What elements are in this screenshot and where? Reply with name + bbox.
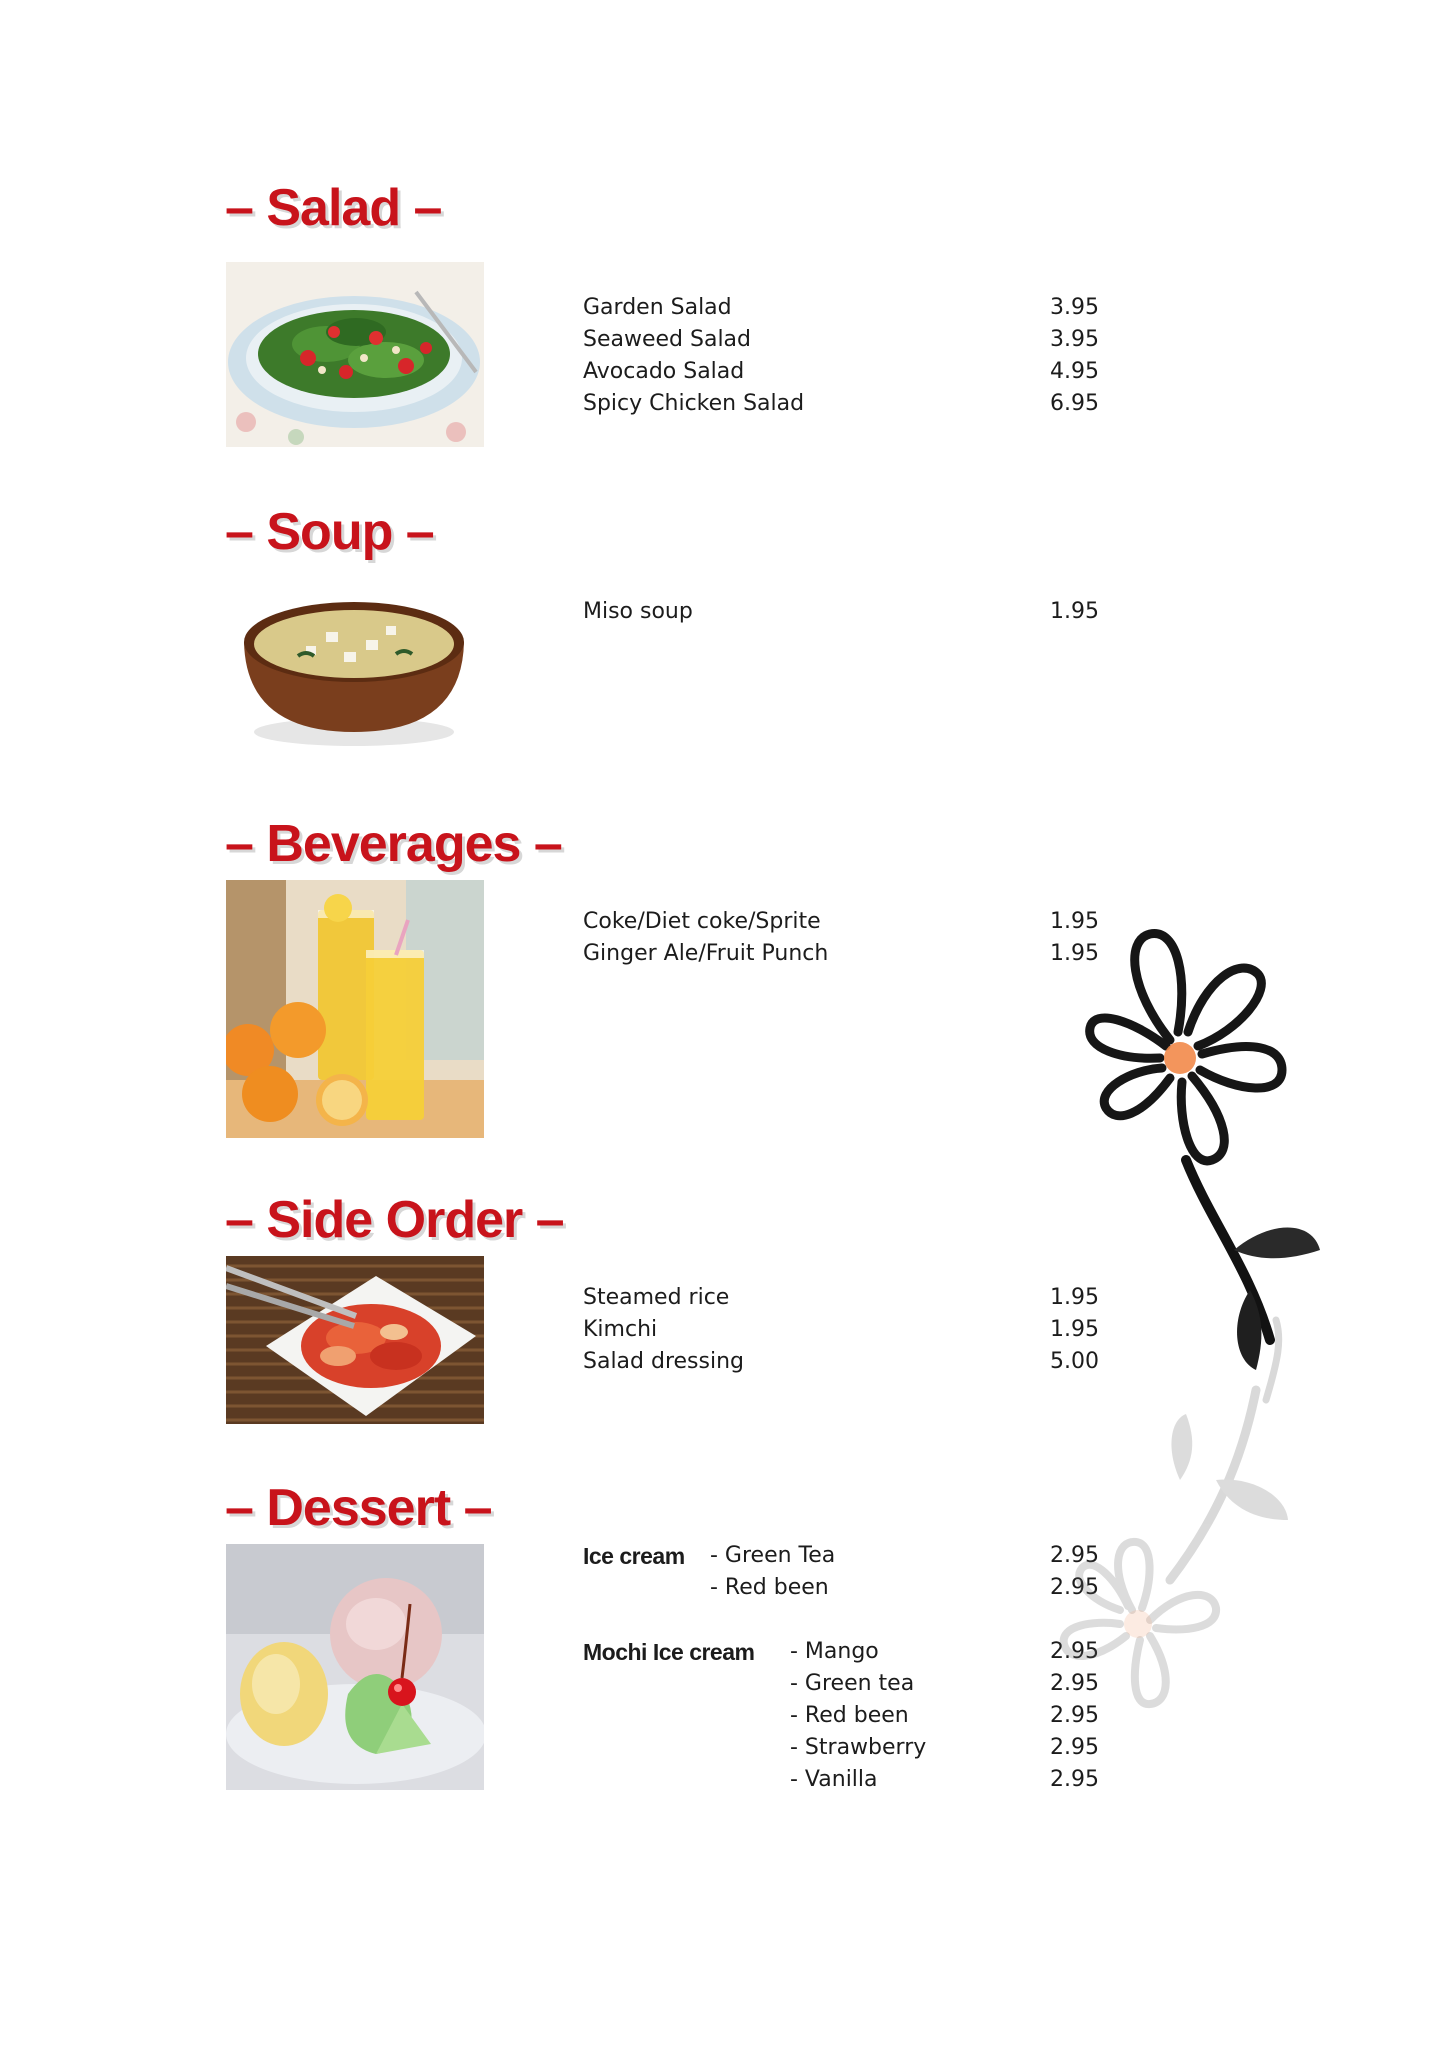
mochi-ice-cream-photo: [226, 1544, 484, 1790]
item-name: Avocado Salad: [583, 359, 745, 384]
salad-item-list: [583, 292, 1103, 420]
item-name: Steamed rice: [583, 1285, 730, 1310]
ink-flower-illustration: [1020, 920, 1350, 1820]
item-price: 4.95: [1050, 359, 1099, 384]
salad-photo: [226, 262, 484, 447]
soup-item-list: [583, 596, 1103, 628]
item-name: - Green Tea: [710, 1543, 836, 1568]
item-name: Ginger Ale/Fruit Punch: [583, 941, 829, 966]
kimchi-photo: [226, 1256, 484, 1424]
item-price: 2.95: [1050, 1767, 1099, 1792]
soup-heading: – Soup –: [225, 503, 434, 561]
item-price: 3.95: [1050, 295, 1099, 320]
list-item: [583, 324, 1103, 356]
beverages-heading: – Beverages –: [225, 815, 562, 873]
item-price: 2.95: [1050, 1639, 1099, 1664]
item-price: 1.95: [1050, 1285, 1099, 1310]
dessert-heading: – Dessert –: [225, 1479, 492, 1537]
item-name: Garden Salad: [583, 295, 732, 320]
item-name: Miso soup: [583, 599, 693, 624]
item-price: 2.95: [1050, 1543, 1099, 1568]
item-name: Coke/Diet coke/Sprite: [583, 909, 821, 934]
item-name: Salad dressing: [583, 1349, 745, 1374]
item-price: 3.95: [1050, 327, 1099, 352]
ice-cream-label: Ice cream: [583, 1543, 685, 1569]
item-price: 2.95: [1050, 1735, 1099, 1760]
item-name: - Red been: [790, 1703, 909, 1728]
miso-soup-photo: [226, 582, 484, 757]
item-price: 2.95: [1050, 1703, 1099, 1728]
item-name: Spicy Chicken Salad: [583, 391, 805, 416]
list-item: [583, 356, 1103, 388]
item-name: - Green tea: [790, 1671, 915, 1696]
orange-juice-photo: [226, 880, 484, 1138]
item-name: Seaweed Salad: [583, 327, 752, 352]
item-name: - Red been: [710, 1575, 829, 1600]
item-price: 2.95: [1050, 1575, 1099, 1600]
salad-heading: – Salad –: [225, 179, 442, 237]
item-name: - Vanilla: [790, 1767, 878, 1792]
item-name: Kimchi: [583, 1317, 658, 1342]
mochi-ice-cream-label: Mochi Ice cream: [583, 1639, 755, 1665]
item-price: 1.95: [1050, 1317, 1099, 1342]
item-price: 1.95: [1050, 599, 1099, 624]
list-item: [583, 596, 1103, 628]
list-item: [583, 388, 1103, 420]
item-price: 5.00: [1050, 1349, 1099, 1374]
list-item: [583, 292, 1103, 324]
item-price: 6.95: [1050, 391, 1099, 416]
item-price: 1.95: [1050, 941, 1099, 966]
item-name: - Mango: [790, 1639, 879, 1664]
item-name: - Strawberry: [790, 1735, 927, 1760]
item-price: 2.95: [1050, 1671, 1099, 1696]
item-price: 1.95: [1050, 909, 1099, 934]
side-order-heading: – Side Order –: [225, 1191, 564, 1249]
